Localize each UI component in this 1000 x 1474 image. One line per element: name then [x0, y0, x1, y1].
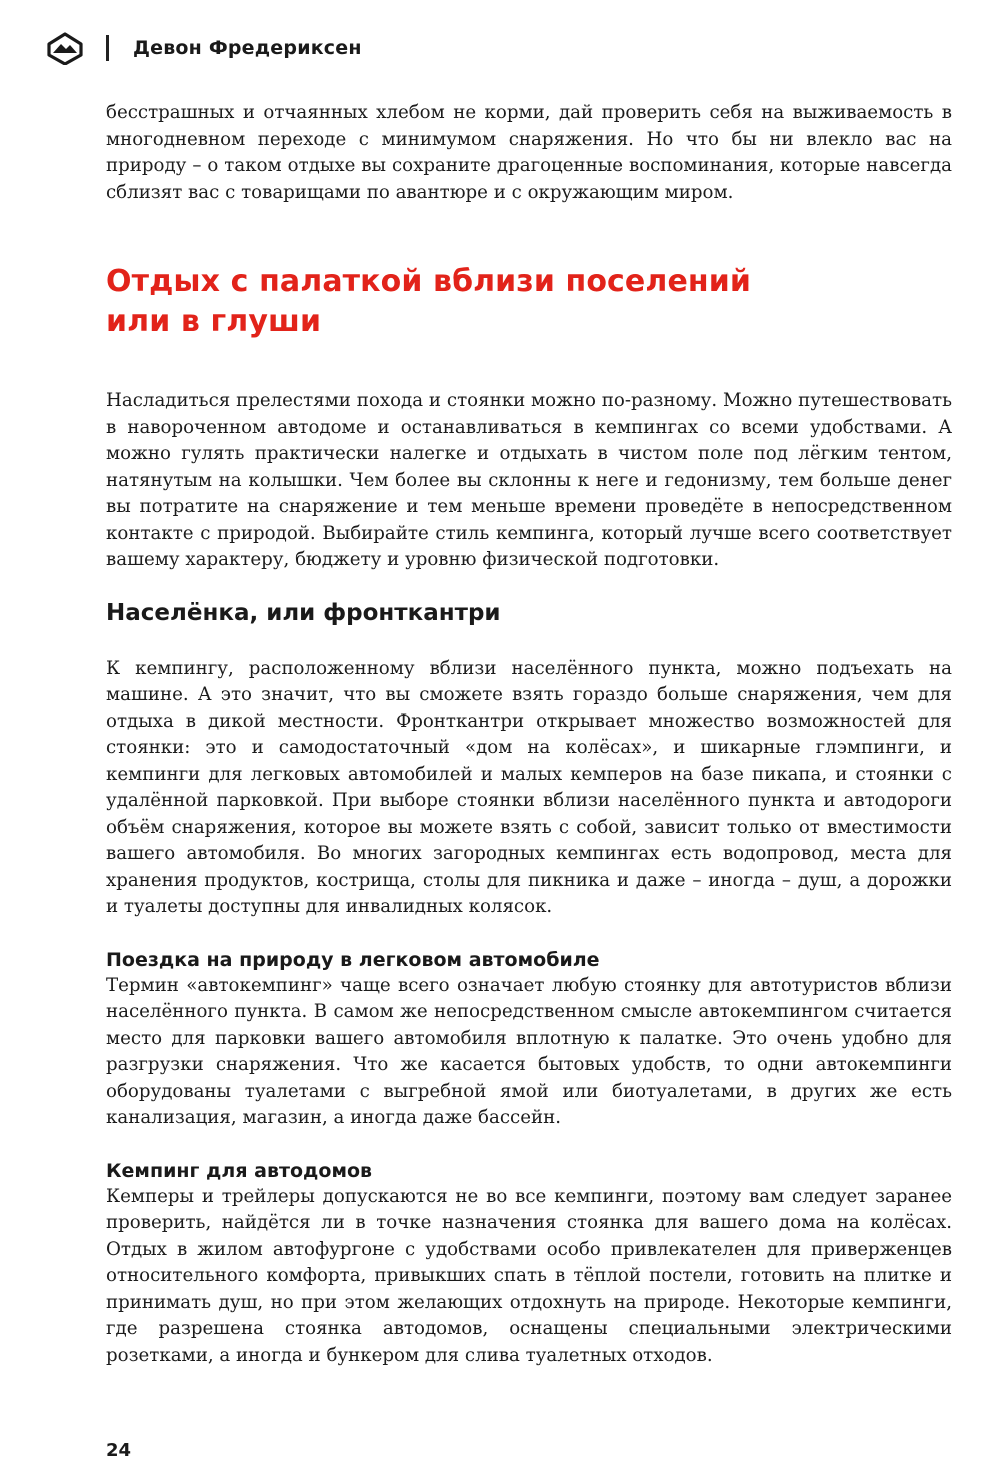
section-title: [106, 262, 952, 342]
page-number: 24: [106, 1440, 132, 1461]
car-camping-block: [106, 947, 952, 1132]
page-content: [106, 100, 952, 1369]
subsection-title: Населёнка, или фронткантри: [106, 599, 501, 626]
running-head: [46, 30, 362, 66]
rv-camping-paragraph: Кемперы и трейлеры допускаются не во все кемпинги, поэтому вам следует заранее проверить, найдётся ли в точке назначения стоянка для вашего дома на колёсах. Отдых в жилом автофургоне с удобствами особо привлекателен для приверженцев относительного комфорта, привыкших спать в тёплой постели, готовить на плитке и принимать душ, но при этом желающих отдохнуть на природе. Некоторые кемпинги, где разрешена стоянка автодомов, оснащены специальными электрическими розетками, а иногда и бункером для слива туалетных отходов.: [106, 1185, 952, 1366]
car-camping-paragraph: Термин «автокемпинг» чаще всего означает любую стоянку для автотуристов вблизи населённого пункта. В самом же непосредственном смысле автокемпингом считается место для парковки вашего автомобиля вплотную к палатке. Это очень удобно для разгрузки снаряжения. Что же касается бытовых удобств, то одни автокемпинги оборудованы туалетами с выгребной ямой или биотуалетами, в других же есть канализация, магазин, а иногда даже бассейн.: [106, 974, 952, 1128]
car-camping-title: Поездка на природу в легковом автомобиле: [106, 948, 600, 971]
section-paragraph: Насладиться прелестями похода и стоянки можно по-разному. Можно путешествовать в навороченном автодоме и останавливаться в кемпингах со всеми удобствами. А можно гулять практически налегке и отдыхать в чистом поле под лёгким тентом, натянутым на колышки. Чем более вы склонны к неге и гедонизму, тем больше денег вы потратите на снаряжение и тем меньше времени проведёте в непосредственном контакте с природой. Выбирайте стиль кемпинга, который лучше всего соответствует вашему характеру, бюджету и уровню физической подготовки.: [106, 390, 952, 570]
author-name: Девон Фредериксен: [133, 37, 362, 59]
tent-mountain-logo-icon: [46, 31, 84, 65]
intro-paragraph: бесстрашных и отчаянных хлебом не корми, дай проверить себя на выживаемость в многодневном переходе с минимумом снаряжения. Но что бы ни влекло вас на природу – о таком отдыхе вы сохраните драгоценные воспоминания, которые навсегда сблизят вас с товарищами по авантюре и с окружающим миром.: [106, 102, 952, 203]
section-title-line-1: Отдых с палаткой вблизи поселений: [106, 264, 751, 299]
rv-camping-title: Кемпинг для автодомов: [106, 1159, 373, 1182]
subsection-paragraph: К кемпингу, расположенному вблизи населённого пункта, можно подъехать на машине. А это значит, что вы сможете взять гораздо больше снаряжения, чем для отдыха в дикой местности. Фронткантри открывает множество возможностей для стоянки: это и самодостаточный «дом на колёсах», и шикарные глэмпинги, и кемпинги для легковых автомобилей и малых кемперов на базе пикапа, и стоянки с удалённой парковкой. При выборе стоянки вблизи населённого пункта и автодороги объём снаряжения, которое вы можете взять с собой, зависит только от вместимости вашего автомобиля. Во многих загородных кемпингах есть водопровод, места для хранения продуктов, кострища, столы для пикника и даже – иногда – душ, а дорожки и туалеты доступны для инвалидных колясок.: [106, 657, 952, 917]
header-divider: [106, 35, 109, 61]
rv-camping-block: [106, 1158, 952, 1370]
section-title-line-2: или в глуши: [106, 304, 322, 339]
